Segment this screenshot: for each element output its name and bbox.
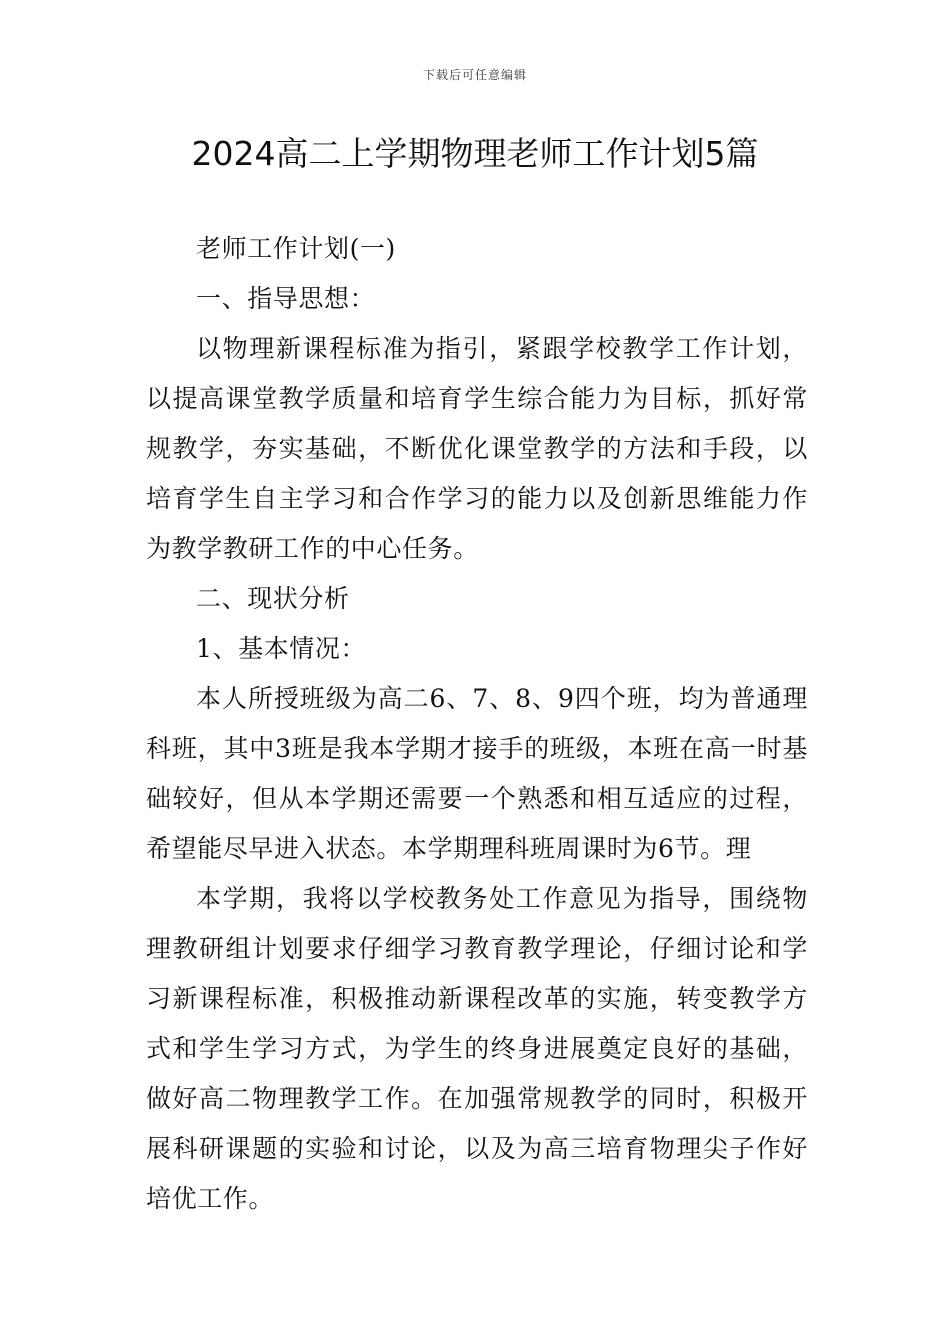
heading-basic-situation: 1、基本情况： [196, 634, 367, 663]
header-note: 下载后可任意编辑 [422, 68, 527, 82]
document-body [146, 224, 808, 1224]
paragraph-basic-situation: 本人所授班级为高二6、7、8、9四个班，均为普通理科班，其中3班是我本学期才接手的班级，本班在高一时基础较好，但从本学期还需要一个熟悉和相互适应的过程，希望能尽早进入状态。本学期理科班周课时为6节。理 [146, 684, 808, 863]
section-title: 老师工作计划(一) [196, 234, 396, 263]
heading-guiding-ideology: 一、指导思想： [196, 284, 376, 313]
heading-situation-analysis: 二、现状分析 [196, 584, 350, 613]
paragraph-semester-plan: 本学期，我将以学校教务处工作意见为指导，围绕物理教研组计划要求仔细学习教育教学理论，仔细讨论和学习新课程标准，积极推动新课程改革的实施，转变教学方式和学生学习方式，为学生的终身进展奠定良好的基础，做好高二物理教学工作。在加强常规教学的同时，积极开展科研课题的实验和讨论，以及为高三培育物理尖子作好培优工作。 [146, 884, 808, 1213]
paragraph-guiding-ideology: 以物理新课程标准为指引，紧跟学校教学工作计划，以提高课堂教学质量和培育学生综合能力为目标，抓好常规教学，夯实基础，不断优化课堂教学的方法和手段，以培育学生自主学习和合作学习的能力以及创新思维能力作为教学教研工作的中心任务。 [146, 334, 808, 563]
document-title: 2024高二上学期物理老师工作计划5篇 [191, 134, 759, 173]
